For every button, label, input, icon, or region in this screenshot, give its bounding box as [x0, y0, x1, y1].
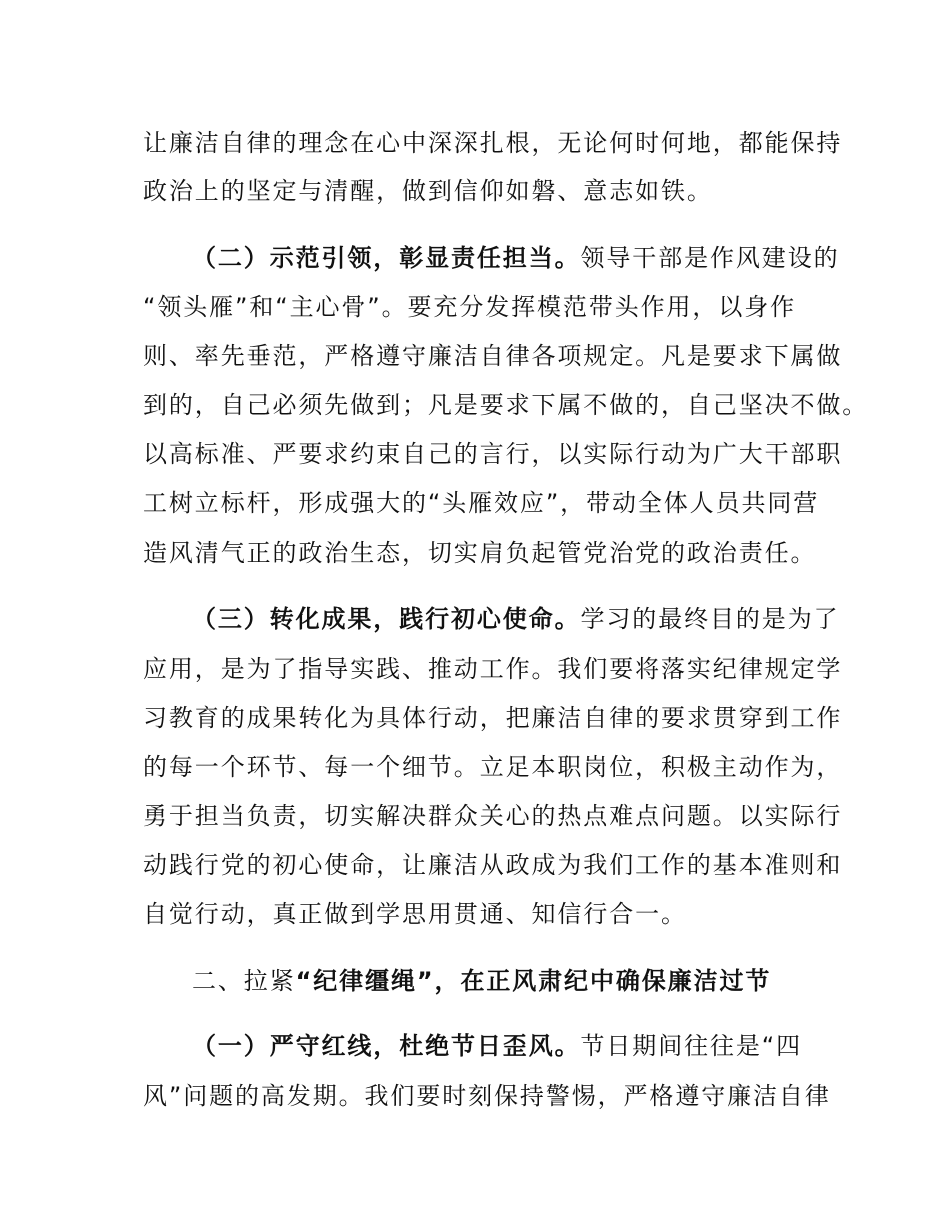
section-heading-line — [192, 243, 840, 273]
section-heading: （三）转化成果，践行初心使命。 — [192, 605, 581, 633]
paragraph-line: “领头雁”和“主心骨”。要充分发挥模范带头作用，以身作 — [143, 293, 797, 321]
part-heading-title: “纪律缰绳”，在正风肃纪中确保廉洁过节 — [295, 967, 772, 995]
paragraph-text: 学习的最终目的是为了 — [580, 605, 840, 633]
paragraph-line: 风”问题的高发期。我们要时刻保持警惕，严格遵守廉洁自律 — [143, 1082, 831, 1110]
paragraph-line: 则、率先垂范，严格遵守廉洁自律各项规定。凡是要求下属做 — [143, 342, 843, 370]
paragraph-line: 动践行党的初心使命，让廉洁从政成为我们工作的基本准则和 — [143, 851, 843, 879]
part-heading-prefix: 二、拉紧 — [192, 967, 296, 995]
paragraph-line: 到的，自己必须先做到；凡是要求下属不做的，自己坚决不做。 — [143, 391, 869, 419]
paragraph-line: 让廉洁自律的理念在心中深深扎根，无论何时何地，都能保持 — [143, 129, 843, 157]
section-heading: （一）严守红线，杜绝节日歪风。 — [192, 1032, 581, 1060]
paragraph-line: 造风清气正的政治生态，切实肩负起管党治党的政治责任。 — [143, 539, 817, 567]
paragraph-line: 自觉行动，真正做到学思用贯通、知信行合一。 — [143, 900, 687, 928]
section-heading: （二）示范引领，彰显责任担当。 — [192, 244, 581, 272]
paragraph-line: 政治上的坚定与清醒，做到信仰如磐、意志如铁。 — [143, 177, 713, 205]
paragraph-text: 领导干部是作风建设的 — [580, 244, 840, 272]
paragraph-line: 习教育的成果转化为具体行动，把廉洁自律的要求贯穿到工作 — [143, 704, 843, 732]
paragraph-line: 勇于担当负责，切实解决群众关心的热点难点问题。以实际行 — [143, 802, 843, 830]
section-heading-line — [192, 1031, 832, 1061]
paragraph-line: 的每一个环节、每一个细节。立足本职岗位，积极主动作为， — [143, 753, 843, 781]
paragraph-line: 工树立标杆，形成强大的“头雁效应”，带动全体人员共同营 — [143, 489, 820, 517]
paragraph-line: 以高标准、严要求约束自己的言行，以实际行动为广大干部职 — [143, 440, 843, 468]
paragraph-line: 应用，是为了指导实践、推动工作。我们要将落实纪律规定学 — [143, 655, 843, 683]
section-heading-line — [192, 604, 840, 634]
paragraph-text: 节日期间往往是“四 — [580, 1032, 803, 1060]
part-heading — [192, 966, 832, 996]
